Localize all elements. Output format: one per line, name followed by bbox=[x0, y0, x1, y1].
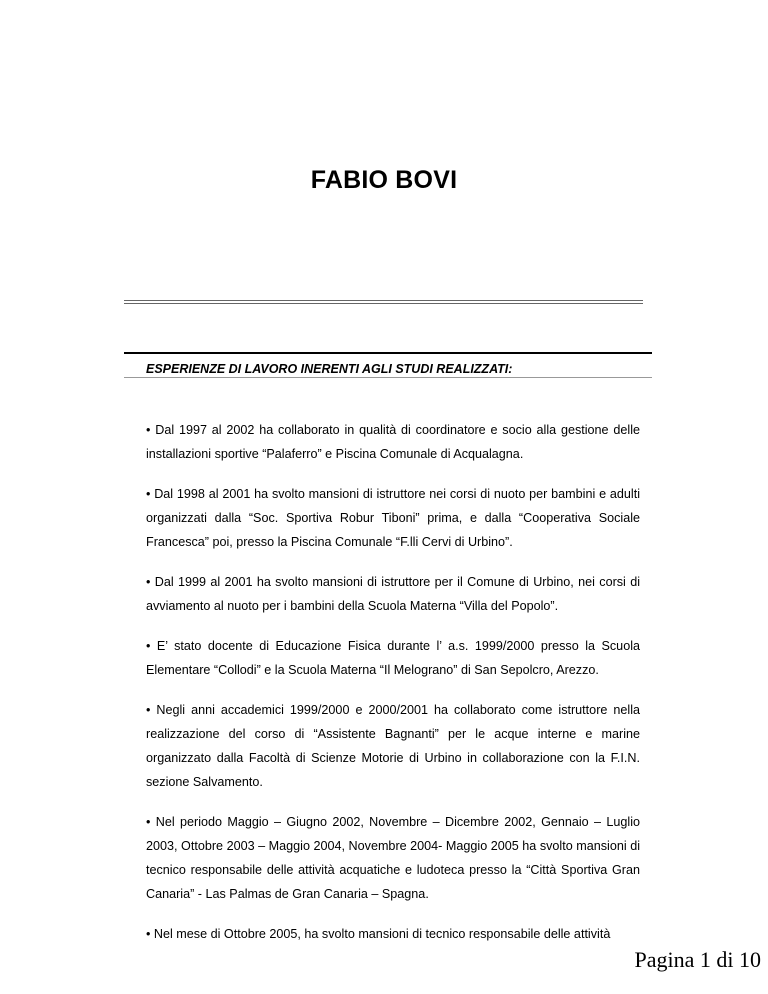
section-rule-bottom bbox=[124, 377, 652, 378]
experience-entry: • E’ stato docente di Educazione Fisica durante l’ a.s. 1999/2000 presso la Scuola Elementare “Collodi” e la Scuola Materna “Il Melograno” di San Sepolcro, Arezzo. bbox=[146, 639, 640, 677]
section-rule-top bbox=[124, 352, 652, 354]
experience-entry: • Dal 1998 al 2001 ha svolto mansioni di istruttore nei corsi di nuoto per bambini e adulti organizzati dalla “Soc. Sportiva Robur Tiboni” prima, e dalla “Cooperativa Sociale Francesca” poi, presso la Piscina Comunale “F.lli Cervi di Urbino”. bbox=[146, 487, 640, 549]
document-title: FABIO BOVI bbox=[310, 166, 458, 194]
experience-list bbox=[146, 418, 640, 962]
page-number: Pagina 1 di 10 bbox=[634, 947, 761, 972]
experience-entry: • Nel periodo Maggio – Giugno 2002, Novembre – Dicembre 2002, Gennaio – Luglio 2003, Ottobre 2003 – Maggio 2004, Novembre 2004- Maggio 2005 ha svolto mansioni di tecnico responsabile delle attività acquatiche e ludoteca presso la “Città Sportiva Gran Canaria” - Las Palmas de Gran Canaria – Spagna. bbox=[146, 815, 640, 901]
experience-entry: • Negli anni accademici 1999/2000 e 2000/2001 ha collaborato come istruttore nella realizzazione del corso di “Assistente Bagnanti” per le acque interne e marine organizzato dalla Facoltà di Scienze Motorie di Urbino in collaborazione con la F.I.N. sezione Salvamento. bbox=[146, 703, 640, 789]
experience-entry: • Dal 1997 al 2002 ha collaborato in qualità di coordinatore e socio alla gestione delle installazioni sportive “Palaferro” e Piscina Comunale di Acqualagna. bbox=[146, 423, 640, 461]
title-divider bbox=[124, 300, 643, 304]
section-heading: ESPERIENZE DI LAVORO INERENTI AGLI STUDI REALIZZATI: bbox=[146, 362, 513, 376]
experience-entry: • Dal 1999 al 2001 ha svolto mansioni di istruttore per il Comune di Urbino, nei corsi di avviamento al nuoto per i bambini della Scuola Materna “Villa del Popolo”. bbox=[146, 575, 640, 613]
experience-entry: • Nel mese di Ottobre 2005, ha svolto mansioni di tecnico responsabile delle attività bbox=[146, 927, 611, 941]
